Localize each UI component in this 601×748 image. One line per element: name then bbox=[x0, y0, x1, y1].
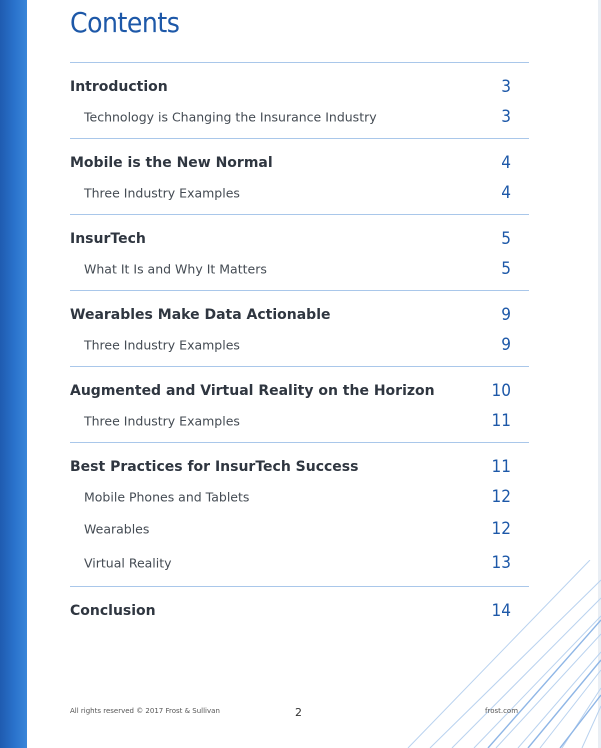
toc-entry-page: 9 bbox=[501, 304, 511, 325]
toc-subentry[interactable] bbox=[70, 406, 529, 436]
toc-entry-page: 4 bbox=[501, 152, 511, 173]
toc-section-insurtech bbox=[70, 215, 529, 290]
toc-subentry[interactable] bbox=[70, 178, 529, 208]
decorative-diagonal-lines bbox=[360, 560, 601, 748]
toc-entry-label: Mobile is the New Normal bbox=[70, 154, 273, 171]
toc-entry-label: Conclusion bbox=[70, 602, 156, 619]
toc-entry-label: Introduction bbox=[70, 78, 168, 95]
toc-subentry-page: 3 bbox=[501, 107, 511, 127]
toc-subentry-label: Three Industry Examples bbox=[84, 337, 240, 353]
toc-subentry[interactable] bbox=[70, 482, 529, 512]
toc-entry-label: Best Practices for InsurTech Success bbox=[70, 458, 359, 475]
toc-section-ar-vr bbox=[70, 367, 529, 442]
toc-subentry-page: 13 bbox=[491, 553, 511, 573]
toc-section-introduction bbox=[70, 63, 529, 138]
toc-entry[interactable] bbox=[70, 71, 529, 102]
toc-entry-page: 11 bbox=[491, 456, 511, 477]
toc-subentry-label: Wearables bbox=[84, 521, 150, 537]
toc-section-wearables bbox=[70, 291, 529, 366]
toc-subentry-label: Virtual Reality bbox=[84, 555, 172, 571]
toc-entry-page: 3 bbox=[501, 76, 511, 97]
toc-subentry-page: 9 bbox=[501, 335, 511, 355]
toc-subentry-label: Technology is Changing the Insurance Industry bbox=[84, 109, 377, 125]
footer-copyright: All rights reserved © 2017 Frost & Sullivan bbox=[70, 707, 220, 715]
toc-entry[interactable] bbox=[70, 375, 529, 406]
toc-subentry-label: What It Is and Why It Matters bbox=[84, 261, 267, 277]
toc-subentry[interactable] bbox=[70, 254, 529, 284]
left-color-band bbox=[0, 0, 27, 748]
page-title: Contents bbox=[70, 6, 180, 39]
toc-subentry-page: 12 bbox=[491, 487, 511, 507]
toc-subentry[interactable] bbox=[70, 102, 529, 132]
toc-subentry[interactable] bbox=[70, 512, 529, 546]
toc-entry[interactable] bbox=[70, 147, 529, 178]
toc-entry-label: InsurTech bbox=[70, 230, 146, 247]
table-of-contents bbox=[70, 62, 529, 632]
toc-subentry-label: Mobile Phones and Tablets bbox=[84, 489, 250, 505]
toc-subentry-page: 4 bbox=[501, 183, 511, 203]
toc-subentry-page: 5 bbox=[501, 259, 511, 279]
toc-entry[interactable] bbox=[70, 223, 529, 254]
toc-subentry[interactable] bbox=[70, 330, 529, 360]
toc-subentry-page: 12 bbox=[491, 519, 511, 539]
toc-subentry-label: Three Industry Examples bbox=[84, 413, 240, 429]
toc-entry-page: 5 bbox=[501, 228, 511, 249]
toc-entry-label: Augmented and Virtual Reality on the Horizon bbox=[70, 382, 435, 399]
toc-entry[interactable] bbox=[70, 451, 529, 482]
toc-subentry-label: Three Industry Examples bbox=[84, 185, 240, 201]
footer-page-number: 2 bbox=[295, 706, 302, 719]
toc-entry-page: 10 bbox=[491, 380, 511, 401]
footer-site: frost.com bbox=[485, 707, 519, 715]
toc-section-mobile bbox=[70, 139, 529, 214]
toc-entry-label: Wearables Make Data Actionable bbox=[70, 306, 331, 323]
toc-entry-page: 14 bbox=[491, 600, 511, 621]
toc-entry[interactable] bbox=[70, 299, 529, 330]
toc-subentry-page: 11 bbox=[491, 411, 511, 431]
